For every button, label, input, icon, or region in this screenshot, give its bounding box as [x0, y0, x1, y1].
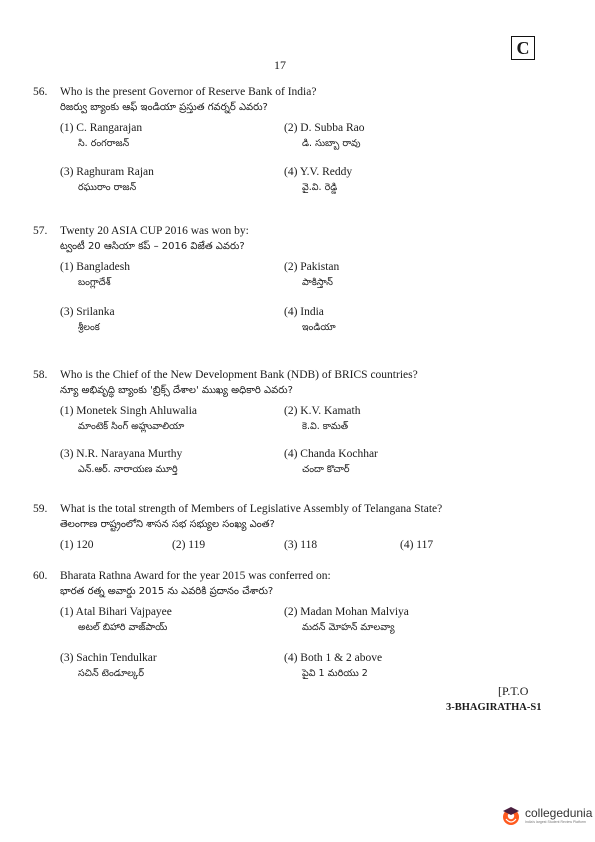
- question-text-telugu: భారత రత్న అవార్డు 2015 ను ఎవరికి ప్రదానం చేశారు?: [60, 586, 274, 597]
- option-4: (4) India ఇండియా: [284, 306, 336, 333]
- collegedunia-watermark: [500, 804, 592, 826]
- paper-code: 3-BHAGIRATHA-S1: [446, 702, 542, 713]
- option-2: (2) Madan Mohan Malviya మదన్ మోహన్ మాలవ్యా: [284, 606, 409, 633]
- question-text-telugu: ట్వంటీ 20 ఆసియా కప్ – 2016 విజేత ఎవరు?: [60, 241, 245, 252]
- question-text: Who is the Chief of the New Development Bank (NDB) of BRICS countries?: [60, 369, 418, 381]
- question-text: Bharata Rathna Award for the year 2015 was conferred on:: [60, 570, 331, 582]
- question-60: [33, 570, 553, 695]
- option-4: (4) 117: [400, 539, 434, 551]
- question-text: Twenty 20 ASIA CUP 2016 was won by:: [60, 225, 249, 237]
- question-number: 59.: [33, 503, 48, 515]
- question-59: [33, 503, 553, 554]
- option-1: (1) Atal Bihari Vajpayee అటల్ బిహారి వాజ్‌పాయ్: [60, 606, 172, 633]
- question-number: 58.: [33, 369, 48, 381]
- question-text-telugu: రిజర్వు బ్యాంకు ఆఫ్ ఇండియా ప్రస్తుత గవర్నర్ ఎవరు?: [60, 102, 268, 113]
- question-text: What is the total strength of Members of Legislative Assembly of Telangana State?: [60, 503, 443, 515]
- option-3: (3) Srilanka శ్రీలంక: [60, 306, 115, 333]
- option-4: (4) Both 1 & 2 above పైవి 1 మరియు 2: [284, 652, 383, 679]
- option-4: (4) Chanda Kochhar చందా కొచార్: [284, 448, 378, 475]
- watermark-tagline: India's largest Student Review Platform: [525, 820, 586, 824]
- page-turn-over: [P.T.O: [498, 684, 529, 698]
- option-1: (1) Bangladesh బంగ్లాదేశ్: [60, 261, 130, 288]
- option-3: (3) N.R. Narayana Murthy ఎన్.ఆర్. నారాయణ మూర్తి: [60, 448, 183, 475]
- option-2: (2) Pakistan పాకిస్తాన్: [284, 261, 340, 288]
- option-2: (2) K.V. Kamath కె.వి. కామత్: [284, 405, 361, 432]
- option-2: (2) D. Subba Rao డి. సుబ్బా రావు: [284, 122, 365, 149]
- option-1: (1) 120: [60, 539, 94, 551]
- question-number: 60.: [33, 570, 48, 582]
- graduate-cap-icon: [500, 804, 522, 826]
- set-code-box: [511, 36, 535, 60]
- option-3: (3) Raghuram Rajan రఘురాం రాజన్: [60, 166, 154, 193]
- option-2: (2) 119: [172, 539, 206, 551]
- question-58: [33, 369, 553, 494]
- page-number: 17: [274, 58, 286, 72]
- option-3: (3) Sachin Tendulkar సచిన్ టెండూల్కర్: [60, 652, 157, 679]
- question-text-telugu: తెలంగాణ రాష్ట్రంలోని శాసన సభ సభ్యుల సంఖ్య ఎంత?: [60, 519, 275, 530]
- question-text: Who is the present Governor of Reserve Bank of India?: [60, 86, 317, 98]
- question-text-telugu: న్యూ అభివృద్ధి బ్యాంకు 'బ్రిక్స్ దేశాల' ముఖ్య అధికారి ఎవరు?: [60, 385, 293, 396]
- option-3: (3) 118: [284, 539, 318, 551]
- option-1: (1) C. Rangarajan సి. రంగరాజన్: [60, 122, 143, 149]
- option-1: (1) Monetek Singh Ahluwalia మాంటెక్ సింగ్ అహ్లువాలియా: [60, 405, 198, 432]
- set-code: C: [516, 38, 530, 58]
- watermark-name: collegedunia: [525, 806, 593, 820]
- option-4: (4) Y.V. Reddy వై.వి. రెడ్డి: [284, 166, 353, 193]
- question-56: [33, 86, 553, 211]
- question-number: 56.: [33, 86, 48, 98]
- question-57: [33, 225, 553, 350]
- question-number: 57.: [33, 225, 48, 237]
